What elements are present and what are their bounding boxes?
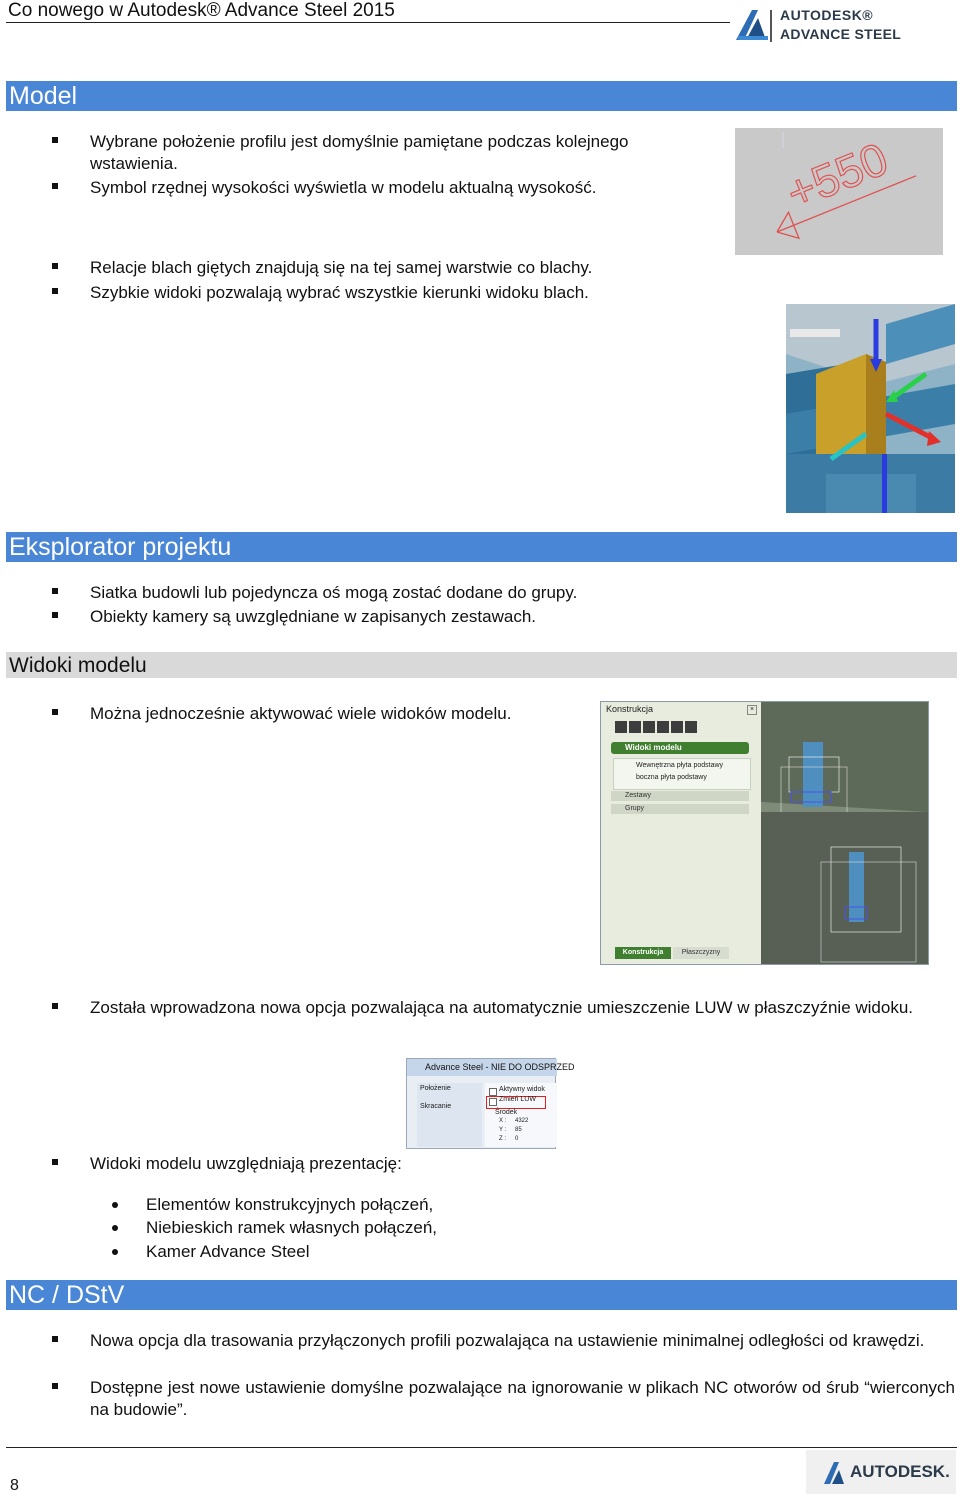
logo-line-autodesk: AUTODESK®	[780, 7, 874, 23]
coord-label: Z :	[499, 1136, 506, 1142]
dialog-content	[485, 1083, 557, 1147]
logo-line-advance-steel: ADVANCE STEEL	[780, 26, 902, 42]
model-views-group-header[interactable]: Widoki modelu	[611, 742, 749, 754]
model-views-panel-screenshot	[600, 701, 929, 965]
model-bullet-3: Relacje blach giętych znajdują się na tej samej warstwie co blachy.	[90, 258, 593, 277]
bullet-marker	[52, 709, 58, 715]
section-heading-explorer: Eksplorator projektu	[6, 532, 957, 562]
bullet-marker	[52, 288, 58, 294]
bullet-marker	[52, 1159, 58, 1165]
center-label: Środek	[495, 1109, 518, 1116]
toolbar-icon[interactable]	[615, 721, 627, 733]
ucs-option-dialog-screenshot	[406, 1058, 575, 1149]
model-views-bullet-3: Widoki modelu uwzględniają prezentację:	[90, 1154, 402, 1173]
toolbar-icon[interactable]	[657, 721, 669, 733]
active-view-label: Aktywny widok	[499, 1086, 545, 1093]
bullet-marker	[52, 263, 58, 269]
sub-bullet-marker	[112, 1249, 118, 1255]
change-ucs-label: Zmień LUW	[499, 1096, 536, 1103]
model-view-item[interactable]: Wewnętrzna płyta podstawy	[636, 762, 724, 769]
dialog-nav	[417, 1083, 482, 1147]
dialog-nav-item[interactable]: Skracanie	[420, 1103, 452, 1110]
autodesk-logo-icon	[732, 6, 776, 46]
construction-panel	[601, 702, 761, 964]
model-bullet-4: Szybkie widoki pozwalają wybrać wszystkie kierunki widoku blach.	[90, 283, 589, 302]
change-ucs-checkbox[interactable]	[489, 1098, 497, 1106]
model-bullet-2: Symbol rzędnej wysokości wyświetla w modelu aktualną wysokość.	[90, 178, 597, 197]
footer-logo-text: AUTODESK.	[850, 1462, 950, 1481]
toolbar-icon[interactable]	[643, 721, 655, 733]
elevation-symbol-screenshot	[735, 128, 943, 255]
model-view-item[interactable]: boczna płyta podstawy	[636, 774, 707, 781]
explorer-bullet-1: Siatka budowli lub pojedyncza oś mogą zostać dodane do grupy.	[90, 583, 578, 602]
sets-group-header[interactable]: Zestawy	[611, 791, 749, 801]
bullet-marker	[52, 588, 58, 594]
footer-autodesk-logo	[806, 1450, 956, 1494]
explorer-bullet-2: Obiekty kamery są uwzględniane w zapisanych zestawach.	[90, 607, 536, 626]
coord-label: X :	[499, 1118, 507, 1124]
bullet-marker	[52, 137, 58, 143]
toolbar-icon[interactable]	[629, 721, 641, 733]
model-views-sub-bullet-3: Kamer Advance Steel	[146, 1242, 310, 1261]
eye-icon[interactable]	[685, 721, 697, 733]
dialog-nav-item[interactable]: Położenie	[420, 1085, 451, 1092]
bullet-marker	[52, 612, 58, 618]
coord-value[interactable]: 0	[515, 1136, 519, 1142]
nc-bullet-2: Dostępne jest nowe ustawienie domyślne pozwalające na ignorowanie w plikach NC otworów od śrub “wierconych na budowie”.	[90, 1378, 955, 1419]
coord-label: Y :	[499, 1127, 507, 1133]
model-views-sub-bullet-1: Elementów konstrukcyjnych połączeń,	[146, 1195, 434, 1214]
model-views-bullet-2: Została wprowadzona nowa opcja pozwalająca na automatycznie umieszczenie LUW w płaszczyźnie widoku.	[90, 998, 914, 1017]
bullet-marker	[52, 183, 58, 189]
subsection-heading-model-views: Widoki modelu	[6, 652, 957, 678]
header-rule	[6, 22, 730, 23]
bent-plate-view-screenshot	[786, 304, 955, 513]
coord-value[interactable]: 85	[515, 1127, 522, 1133]
bullet-marker	[52, 1336, 58, 1342]
model-views-sub-bullet-2: Niebieskich ramek własnych połączeń,	[146, 1218, 438, 1237]
tab-planes[interactable]: Płaszczyzny	[673, 947, 729, 959]
model-viewport	[761, 702, 928, 964]
toolbar-icon[interactable]	[671, 721, 683, 733]
page-number: 8	[10, 1477, 19, 1494]
close-icon[interactable]: ×	[747, 705, 757, 715]
coord-value[interactable]: 4322	[515, 1118, 529, 1124]
sub-bullet-marker	[112, 1202, 118, 1208]
nc-bullet-1: Nowa opcja dla trasowania przyłączonych profili pozwalająca na ustawienie minimalnej odległości od krawędzi.	[90, 1331, 925, 1350]
elevation-label: +550	[779, 132, 895, 220]
groups-group-header[interactable]: Grupy	[611, 804, 749, 814]
model-views-list	[613, 758, 751, 790]
section-heading-model: Model	[6, 81, 957, 111]
tab-construction[interactable]: Konstrukcja	[615, 947, 671, 959]
section-heading-nc-dstv: NC / DStV	[6, 1280, 957, 1310]
sub-bullet-marker	[112, 1225, 118, 1231]
active-view-checkbox[interactable]	[489, 1088, 497, 1096]
document-title: Co nowego w Autodesk® Advance Steel 2015	[8, 0, 395, 21]
bullet-marker	[52, 1383, 58, 1389]
footer-rule	[6, 1447, 957, 1448]
panel-title: Konstrukcja	[606, 704, 654, 714]
bullet-marker	[52, 1003, 58, 1009]
model-bullet-1: Wybrane położenie profilu jest domyślnie pamiętane podczas kolejnego wstawienia.	[90, 132, 629, 173]
dialog-title: Advance Steel - NIE DO ODSPRZED	[407, 1059, 557, 1076]
model-views-bullet-1: Można jednocześnie aktywować wiele widoków modelu.	[90, 704, 512, 723]
panel-toolbar	[615, 720, 715, 734]
